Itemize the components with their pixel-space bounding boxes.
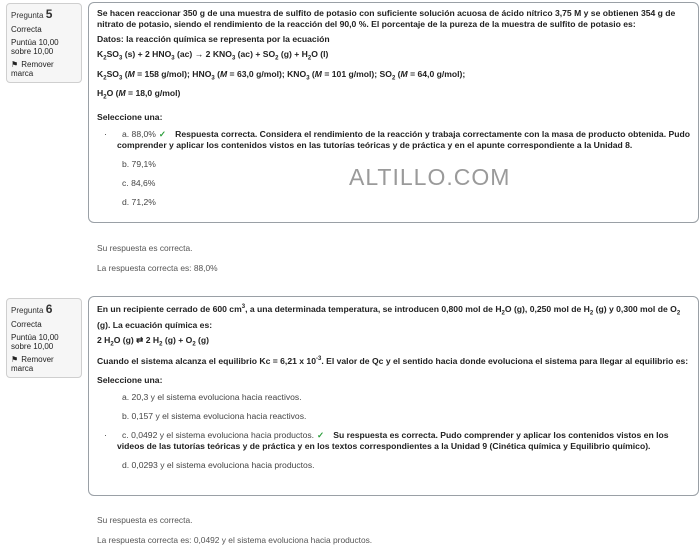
option-a[interactable]: a. 20,3 y el sistema evoluciona hacia reactivos.	[122, 392, 302, 403]
molar-masses-2: $H_2O$ (M = 18,0 g/mol)	[97, 88, 181, 102]
answer-options	[97, 392, 690, 471]
question-state: Correcta	[11, 320, 42, 329]
question-ask: Cuando el sistema alcanza el equilibrio Kc = 6,21 x $10^{-3}$. El valor de Qc y el sentido hacia donde evoluciona el sistema para llegar al equilibrio es:	[97, 356, 689, 367]
option-b[interactable]: b. 0,157 y el sistema evoluciona hacia reactivos.	[122, 411, 307, 422]
select-prompt: Seleccione una:	[97, 112, 163, 123]
question-5-info	[6, 3, 82, 83]
question-number: Pregunta 5	[11, 7, 53, 21]
question-number: Pregunta 6	[11, 302, 53, 316]
question-5-outcome	[97, 243, 218, 283]
option-d[interactable]: d. 0,0293 y el sistema evoluciona hacia productos.	[122, 460, 315, 471]
check-icon: ✓	[158, 129, 167, 140]
flag-icon: ⚑	[11, 355, 19, 364]
question-state: Correcta	[11, 25, 42, 34]
question-intro: Se hacen reaccionar 350 g de una muestra de sulfito de potasio con suficiente solución acuosa de ácido nítrico 3,75 M y se obtienen 354 g de nitrato de potasio, siendo el rendimiento de la reacción del 90,0 %. El porcentaje de la pureza de la muestra de sulfito de potasio es:	[97, 8, 676, 29]
select-prompt: Seleccione una:	[97, 375, 163, 386]
right-answer: La respuesta correcta es: 88,0%	[97, 263, 218, 273]
question-grade: Puntúa 10,00 sobre 10,00	[11, 38, 59, 56]
watermark: ALTILLO.COM	[349, 164, 511, 190]
outcome-text: Su respuesta es correcta.	[97, 243, 193, 253]
option-feedback: Su respuesta es correcta. Pudo comprender y aplicar los contenidos vistos en los videos de las tutorías teóricas y de práctica y en los textos correspondientes a la Unidad 9 (Cinética química y Equilibrio químico).	[117, 430, 669, 452]
option-d[interactable]: d. 71,2%	[122, 197, 156, 208]
question-6-outcome	[97, 515, 372, 555]
option-a[interactable]: · a. 88,0% ✓ Respuesta correcta. Considera el rendimiento de la reacción y trabaja correctamente con la masa de producto obtenida. Pudo comprender y aplicar los contenidos vistos en las tutorías teóricas y de práctica y en el apunte correspondiente a la Unidad 8.	[104, 129, 690, 151]
option-c[interactable]: c. 84,6%	[122, 178, 156, 189]
option-feedback: Respuesta correcta. Considera el rendimiento de la reacción y trabaja correctamente con la masa de producto obtenida. Pudo comprender y aplicar los contenidos vistos en las tutorías teóricas y de práctica y en el apunte correspondiente a la Unidad 8.	[117, 129, 690, 151]
flag-icon: ⚑	[11, 60, 19, 69]
question-text	[97, 8, 690, 104]
question-datos: Datos: la reacción química se representa por la ecuación	[97, 34, 330, 44]
question-intro: En un recipiente cerrado de 600 $cm^3$, a una determinada temperatura, se introducen 0,800 mol de $H_2O$ (g), 0,250 mol de $H_2$ (g) y 0,300 mol de $O_2$ (g). La ecuación química es:	[97, 303, 681, 330]
option-b[interactable]: b. 79,1%	[122, 159, 156, 170]
remove-flag-button[interactable]: ⚑ Remover marca	[11, 60, 54, 78]
question-6-content	[88, 296, 699, 496]
outcome-text: Su respuesta es correcta.	[97, 515, 193, 525]
option-c[interactable]: · c. 0,0492 y el sistema evoluciona hacia productos. ✓ Su respuesta es correcta. Pudo comprender y aplicar los contenidos vistos en los videos de las tutorías teóricas y de práctica y en los textos correspondientes a la Unidad 9 (Cinética química y Equilibrio químico).	[104, 430, 669, 452]
check-icon: ✓	[317, 430, 325, 441]
question-grade: Puntúa 10,00 sobre 10,00	[11, 333, 59, 351]
question-6-info	[6, 298, 82, 378]
remove-flag-button[interactable]: ⚑ Remover marca	[11, 355, 54, 373]
equation: 2 $H_2O$ (g) ⇄ 2 $H_2$ $(g) + O_2$ (g)	[97, 334, 210, 348]
question-text	[97, 302, 690, 367]
molar-masses: $K_2SO_3$ (M = 158 g/mol); $HNO_3$ (M = 63,0 g/mol); $KNO_3$ (M = 101 g/mol); $SO_2$ (M = 64,0 g/mol);	[97, 68, 466, 82]
right-answer: La respuesta correcta es: 0,0492 y el sistema evoluciona hacia productos.	[97, 535, 373, 545]
equation: $K_2SO_3$ (s) + 2 $HNO_3$ (ac) → 2 $KNO_3$ $(ac) + SO_2$ $(g) + H_2O$ (l)	[97, 49, 329, 62]
